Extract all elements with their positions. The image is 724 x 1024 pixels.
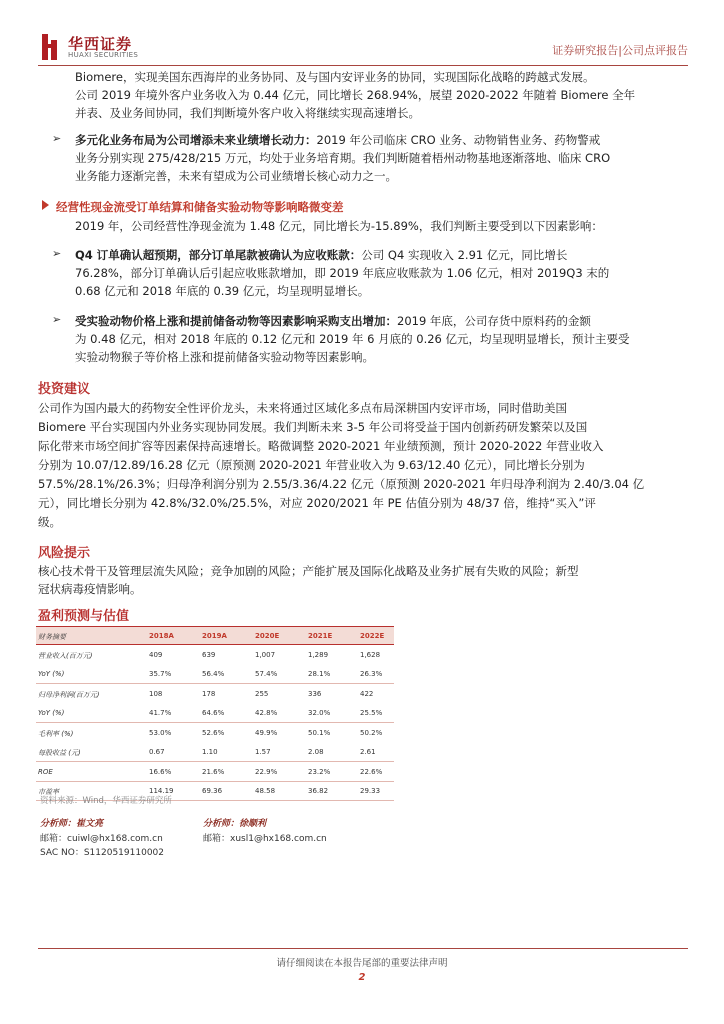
table-row <box>36 704 394 723</box>
subsection-title: 经营性现金流受订单结算和储备实验动物等影响略微变差 <box>56 200 344 214</box>
table-header-cell: 2019A <box>202 632 227 640</box>
subsection-arrow-icon <box>42 200 49 210</box>
table-cell: 0.67 <box>149 748 165 756</box>
table-cell: 26.3% <box>360 670 383 678</box>
table-cell: 36.82 <box>308 787 329 795</box>
page-number: 2 <box>358 972 366 983</box>
bullet3-line-3: 实验动物猴子等价格上涨和提前储备实验动物等因素影响。 <box>75 350 374 364</box>
table-row <box>36 646 394 665</box>
table-cell: 57.4% <box>255 670 278 678</box>
table-cell: 422 <box>360 690 374 698</box>
bullet2-bold: Q4 订单确认超预期，部分订单尾款被确认为应收账款： <box>75 248 362 262</box>
table-cell: ROE <box>38 768 53 776</box>
table-cell: 1,289 <box>308 651 329 659</box>
table-cell: 32.0% <box>308 709 331 717</box>
risk-line: 冠状病毒疫情影响。 <box>38 582 142 596</box>
analyst-1-name: 崔文亮 <box>76 819 104 829</box>
bullet3-line-2: 为 0.48 亿元，相对 2018 年底的 0.12 亿元和 2019 年 6 月底的 0.26 亿元，均呈现明显增长，预计主要受 <box>75 332 630 346</box>
table-cell: 21.6% <box>202 768 225 776</box>
table-row <box>36 724 394 743</box>
table-row <box>36 743 394 762</box>
table-row <box>36 665 394 684</box>
analyst-2-name: 徐顺利 <box>239 819 267 829</box>
table-cell: 1.57 <box>255 748 271 756</box>
data-source-note: 资料来源：Wind，华西证券研究所 <box>40 796 172 806</box>
bullet3-line-1 <box>75 312 591 330</box>
bullet1-line-3: 业务能力逐渐完善，未来有望成为公司业绩增长核心动力之一。 <box>75 169 397 183</box>
table-cell: 2.08 <box>308 748 324 756</box>
subsection-line-1: 2019 年，公司经营性净现金流为 1.48 亿元，同比增长为-15.89%，我们判断主要受到以下因素影响： <box>75 219 603 233</box>
table-cell: 56.4% <box>202 670 225 678</box>
table-cell: 255 <box>255 690 269 698</box>
logo-text-cn: 华西证券 <box>68 35 133 53</box>
analyst-2-label <box>203 816 266 829</box>
invest-line: 级。 <box>38 515 61 529</box>
table-cell: 2.61 <box>360 748 376 756</box>
table-cell: 50.1% <box>308 729 331 737</box>
table-cell: 1,007 <box>255 651 276 659</box>
invest-line: 分别为 10.07/12.89/16.28 亿元（原预测 2020-2021 年营业收入为 9.63/12.40 亿元），同比增长分别为 <box>38 458 585 472</box>
invest-line: 际化带来市场空间扩容等因素保持高速增长。略微调整 2020-2021 年业绩预测，预计 2020-2022 年营业收入 <box>38 439 604 453</box>
bullet-arrow-icon: ➢ <box>52 247 62 260</box>
table-cell: 48.58 <box>255 787 276 795</box>
table-header-cell: 2022E <box>360 632 385 640</box>
bullet2-rest: 公司 Q4 实现收入 2.91 亿元，同比增长 <box>361 248 568 262</box>
table-cell: 16.6% <box>149 768 172 776</box>
table-cell: 409 <box>149 651 163 659</box>
table-header-cell: 2020E <box>255 632 280 640</box>
analyst-1-sac: SAC NO：S1120519110002 <box>40 848 164 858</box>
bullet-arrow-icon: ➢ <box>52 313 62 326</box>
table-cell: 营业收入(百万元) <box>38 652 93 660</box>
analyst-label-text: 分析师： <box>203 819 240 829</box>
table-cell: 1,628 <box>360 651 381 659</box>
table-cell: 25.5% <box>360 709 383 717</box>
table-cell: 53.0% <box>149 729 172 737</box>
invest-line: Biomere 平台实现国内外业务实现协同发展。我们判断未来 3-5 年公司将受益于国内创新药研发繁荣以及国 <box>38 420 588 434</box>
table-cell: 1.10 <box>202 748 218 756</box>
footer-divider <box>38 948 688 949</box>
table-header-cell: 2021E <box>308 632 333 640</box>
table-cell: 35.7% <box>149 670 172 678</box>
table-cell: YoY (%) <box>38 670 65 678</box>
bullet2-line-1 <box>75 246 567 264</box>
invest-line: 57.5%/28.1%/26.3%；归母净利润分别为 2.55/3.36/4.22 亿元（原预测 2020-2021 年归母净利润为 2.40/3.04 亿 <box>38 477 645 491</box>
table-cell: 69.36 <box>202 787 223 795</box>
bullet1-rest: 2019 年公司临床 CRO 业务、动物销售业务、药物警戒 <box>316 133 601 147</box>
invest-line: 公司作为国内最大的药物安全性评价龙头，未来将通过区域化多点布局深耕国内安评市场，同时借助美国 <box>38 401 567 415</box>
table-header-row <box>36 626 394 645</box>
bullet1-line-1 <box>75 131 600 149</box>
risk-title: 风险提示 <box>38 546 91 561</box>
intro-line-1: Biomere，实现美国东西海岸的业务协同、及与国内安评业务的协同，实现国际化战略的跨越式发展。 <box>75 70 595 84</box>
forecast-title: 盈利预测与估值 <box>38 609 130 624</box>
bullet3-rest: 2019 年底，公司存货中原料药的金额 <box>397 314 591 328</box>
table-cell: 639 <box>202 651 216 659</box>
bullet2-line-2: 76.28%，部分订单确认后引起应收账款增加，即 2019 年底应收账款为 1.06 亿元，相对 2019Q3 末的 <box>75 266 610 280</box>
bullet2-line-3: 0.68 亿元和 2018 年底的 0.39 亿元，均呈现明显增长。 <box>75 284 370 298</box>
table-cell: 42.8% <box>255 709 278 717</box>
analyst-label-text: 分析师： <box>40 819 77 829</box>
company-logo <box>38 32 158 62</box>
intro-line-3: 并表、及业务间协同，我们判断境外客户收入将继续实现高速增长。 <box>75 106 420 120</box>
table-cell: 52.6% <box>202 729 225 737</box>
analyst-2-email: 邮箱：xusl1@hx168.com.cn <box>203 834 327 844</box>
table-cell: 市盈率 <box>38 788 59 796</box>
analyst-1-email: 邮箱：cuiwl@hx168.com.cn <box>40 834 163 844</box>
table-cell: 22.6% <box>360 768 383 776</box>
table-cell: 29.33 <box>360 787 381 795</box>
table-cell: 22.9% <box>255 768 278 776</box>
legal-notice: 请仔细阅读在本报告尾部的重要法律声明 <box>276 958 448 969</box>
table-cell: 336 <box>308 690 322 698</box>
logo-text-en: HUAXI SECURITIES <box>68 51 139 59</box>
page-header <box>38 32 688 66</box>
intro-line-2: 公司 2019 年境外客户业务收入为 0.44 亿元，同比增长 268.94%，展望 2020-2022 年随着 Biomere 全年 <box>75 88 636 102</box>
table-cell: 毛利率 (%) <box>38 730 74 738</box>
table-row <box>36 685 394 704</box>
bullet-arrow-icon: ➢ <box>52 132 62 145</box>
invest-line: 元），同比增长分别为 42.8%/32.0%/25.5%，对应 2020/2021 年 PE 估值分别为 48/37 倍，维持“买入”评 <box>38 496 596 510</box>
bullet3-bold: 受实验动物价格上涨和提前储备动物等因素影响采购支出增加： <box>75 314 397 328</box>
table-cell: 64.6% <box>202 709 225 717</box>
bullet1-bold: 多元化业务布局为公司增添未来业绩增长动力： <box>75 133 317 147</box>
table-cell: 归母净利润(百万元) <box>38 691 100 699</box>
table-cell: 178 <box>202 690 216 698</box>
risk-line: 核心技术骨干及管理层流失风险；竞争加剧的风险；产能扩展及国际化战略及业务扩展有失败的风险；新型 <box>38 564 579 578</box>
invest-title: 投资建议 <box>38 382 91 397</box>
bullet1-line-2: 业务分别实现 275/428/215 万元，均处于业务培育期。我们判断随着梧州动物基地逐渐落地、临床 CRO <box>75 151 611 165</box>
table-cell: 114.19 <box>149 787 174 795</box>
logo-mark-icon <box>42 34 62 60</box>
table-header-cell: 2018A <box>149 632 174 640</box>
table-cell: YoY (%) <box>38 709 65 717</box>
table-cell: 每股收益 (元) <box>38 749 81 757</box>
table-cell: 108 <box>149 690 163 698</box>
analyst-1-label <box>40 816 103 829</box>
table-cell: 49.9% <box>255 729 278 737</box>
table-row <box>36 763 394 782</box>
table-cell: 23.2% <box>308 768 331 776</box>
table-cell: 41.7% <box>149 709 172 717</box>
table-cell: 50.2% <box>360 729 383 737</box>
report-type: 证券研究报告|公司点评报告 <box>552 44 688 57</box>
table-header-cell: 财务摘要 <box>38 633 66 641</box>
table-cell: 28.1% <box>308 670 331 678</box>
